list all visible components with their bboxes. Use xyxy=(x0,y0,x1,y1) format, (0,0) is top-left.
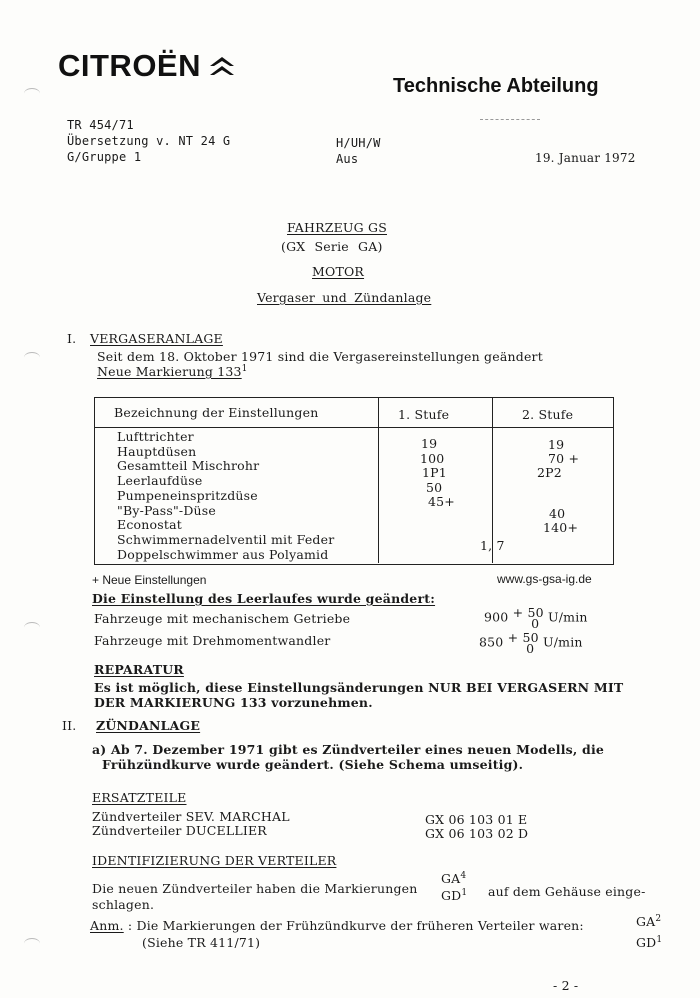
ignition-line: Frühzündkurve wurde geändert. (Siehe Schema umseitig). xyxy=(102,757,524,772)
part-name: Zündverteiler SEV. MARCHAL xyxy=(92,809,290,824)
section-heading-text: VERGASERANLAGE xyxy=(90,331,223,346)
page-number: - 2 - xyxy=(553,978,579,993)
ref-line: TR 454/71 xyxy=(67,118,134,132)
annotation-reference: (Siehe TR 411/71) xyxy=(142,935,261,950)
rpm-unit: U/min xyxy=(543,634,583,650)
reference-block xyxy=(67,117,230,165)
table-cell: 19 xyxy=(548,437,565,452)
tolerance-minus: 0 xyxy=(526,641,535,656)
ident-heading-text: IDENTIFIZIERUNG DER VERTEILER xyxy=(92,853,337,868)
table-row-label: Lufttrichter xyxy=(117,429,194,444)
annotation-text: : Die Markierungen der Frühzündkurve der früheren Verteiler waren: xyxy=(127,918,584,933)
motor-title-text: MOTOR xyxy=(312,264,365,279)
old-marking-top-sup: 2 xyxy=(655,914,662,924)
tolerance-plus: + 50 xyxy=(512,605,544,620)
part-name: Zündverteiler DUCELLIER xyxy=(92,823,267,838)
vehicle-title xyxy=(287,220,387,235)
marking-top-sup: 4 xyxy=(460,871,467,881)
table-cell: 100 xyxy=(420,451,445,466)
old-marking-top: GA xyxy=(636,914,656,930)
marking-text: Neue Markierung 133 xyxy=(97,364,242,380)
punch-mark xyxy=(24,938,40,949)
table-header-stage1: 1. Stufe xyxy=(398,407,450,422)
section-number: II. xyxy=(62,718,77,733)
marking-top: GA xyxy=(441,871,461,887)
table-row-label: Pumpeneinspritzdüse xyxy=(117,487,258,503)
parts-heading xyxy=(92,790,187,805)
marking-bottom: GD xyxy=(441,888,462,904)
repair-heading xyxy=(94,662,184,677)
annotation-label: Anm. xyxy=(90,918,124,933)
website-watermark: www.gs-gsa-ig.de xyxy=(497,572,592,586)
author-line: Aus xyxy=(336,152,359,166)
ignition-text xyxy=(92,742,604,772)
section-number: I. xyxy=(67,331,77,346)
table-row-label: Leerlaufdüse xyxy=(117,473,203,489)
author-line: H/UH/W xyxy=(336,136,381,150)
ref-line: Übersetzung v. NT 24 G xyxy=(67,134,231,148)
tolerance-minus: 0 xyxy=(531,616,540,631)
annotation xyxy=(90,918,584,933)
author-block xyxy=(336,135,381,167)
ident-markings xyxy=(441,869,467,903)
ident-line-b: auf dem Gehäuse einge- xyxy=(488,884,646,899)
table-row-label: "By-Pass"-Düse xyxy=(117,502,217,518)
table-cell: 1P1 xyxy=(422,465,447,480)
repair-line: DER MARKIERUNG 133 vorzunehmen. xyxy=(94,695,373,710)
table-cell: 140+ xyxy=(543,520,579,535)
section-heading-text: ZÜNDANLAGE xyxy=(96,718,201,733)
motor-title xyxy=(312,264,364,279)
table-header-stage2: 2. Stufe xyxy=(522,407,574,422)
subject-title-text: Vergaser und Zündanlage xyxy=(257,290,432,305)
new-settings-note: + Neue Einstellungen xyxy=(92,573,207,587)
parts-names xyxy=(92,810,290,838)
conv-value-block xyxy=(479,632,583,654)
tolerance-plus: + 50 xyxy=(507,630,539,645)
table-cell: 70 + xyxy=(548,451,580,466)
table-row-label: Hauptdüsen xyxy=(117,443,197,459)
parts-heading-text: ERSATZTEILE xyxy=(92,790,187,805)
parts-codes xyxy=(425,813,528,841)
table-row-label: Schwimmernadelventil mit Feder xyxy=(117,531,335,547)
department-title: Technische Abteilung xyxy=(393,75,599,97)
idle-heading xyxy=(92,591,435,606)
table-header-name: Bezeichnung der Einstellungen xyxy=(114,405,319,420)
table-row-label: Gesamtteil Mischrohr xyxy=(117,458,260,474)
table-cell: 45+ xyxy=(428,494,455,509)
table-header-rule xyxy=(94,427,614,428)
section-text: Seit dem 18. Oktober 1971 sind die Vergasereinstellungen geändert xyxy=(97,349,543,364)
chevrons-icon xyxy=(208,54,236,78)
old-marking-bottom-sup: 1 xyxy=(656,935,663,946)
conv-label: Fahrzeuge mit Drehmomentwandler xyxy=(94,633,331,648)
document-date: 19. Januar 1972 xyxy=(535,151,636,165)
ident-line-2: schlagen. xyxy=(92,897,155,912)
section-heading xyxy=(96,718,200,733)
annotation-markings xyxy=(636,910,662,952)
subject-title xyxy=(257,290,431,305)
table-shared-cell: 1, 7 xyxy=(480,538,505,553)
mech-value-block xyxy=(484,607,588,629)
table-cell: 2P2 xyxy=(537,465,562,480)
table-name-column xyxy=(117,430,334,562)
brand-name: CITROËN xyxy=(58,48,201,83)
repair-text xyxy=(94,680,623,710)
table-row-label: Doppelschwimmer aus Polyamid xyxy=(117,546,329,562)
repair-heading-text: REPARATUR xyxy=(94,662,184,677)
part-code: GX 06 103 01 E xyxy=(425,812,528,827)
ignition-line: a) Ab 7. Dezember 1971 gibt es Zündverteiler eines neuen Modells, die xyxy=(92,742,605,757)
punch-mark xyxy=(24,622,40,633)
mech-label: Fahrzeuge mit mechanischem Getriebe xyxy=(94,611,351,626)
rpm-unit: U/min xyxy=(548,609,588,625)
idle-heading-text: Die Einstellung des Leerlaufes wurde geändert: xyxy=(92,591,436,606)
punch-mark xyxy=(24,352,40,363)
section-heading xyxy=(90,331,223,346)
old-marking-bottom: GD xyxy=(636,935,657,951)
table-column-rule xyxy=(378,397,379,563)
ref-line: G/Gruppe 1 xyxy=(67,150,142,164)
mech-value: 900 xyxy=(484,609,509,625)
part-code: GX 06 103 02 D xyxy=(425,826,529,841)
ident-line-a: Die neuen Zündverteiler haben die Markierungen xyxy=(92,881,418,896)
marking-line xyxy=(97,364,248,379)
punch-mark xyxy=(24,88,40,99)
brand-logo xyxy=(58,48,236,84)
ident-heading xyxy=(92,853,336,868)
marking-sup: 1 xyxy=(241,364,248,374)
table-cell: 40 xyxy=(549,506,566,521)
marking-bottom-sup: 1 xyxy=(461,888,468,899)
table-row-label: Econostat xyxy=(117,517,182,533)
table-cell: 50 xyxy=(426,480,443,495)
table-cell: 19 xyxy=(421,436,438,451)
conv-value: 850 xyxy=(479,634,504,650)
faint-rule xyxy=(480,119,540,121)
series-title: (GX Serie GA) xyxy=(281,239,383,254)
repair-line: Es ist möglich, diese Einstellungsänderungen NUR BEI VERGASERN MIT xyxy=(94,680,624,695)
vehicle-title-text: FAHRZEUG GS xyxy=(287,220,387,235)
